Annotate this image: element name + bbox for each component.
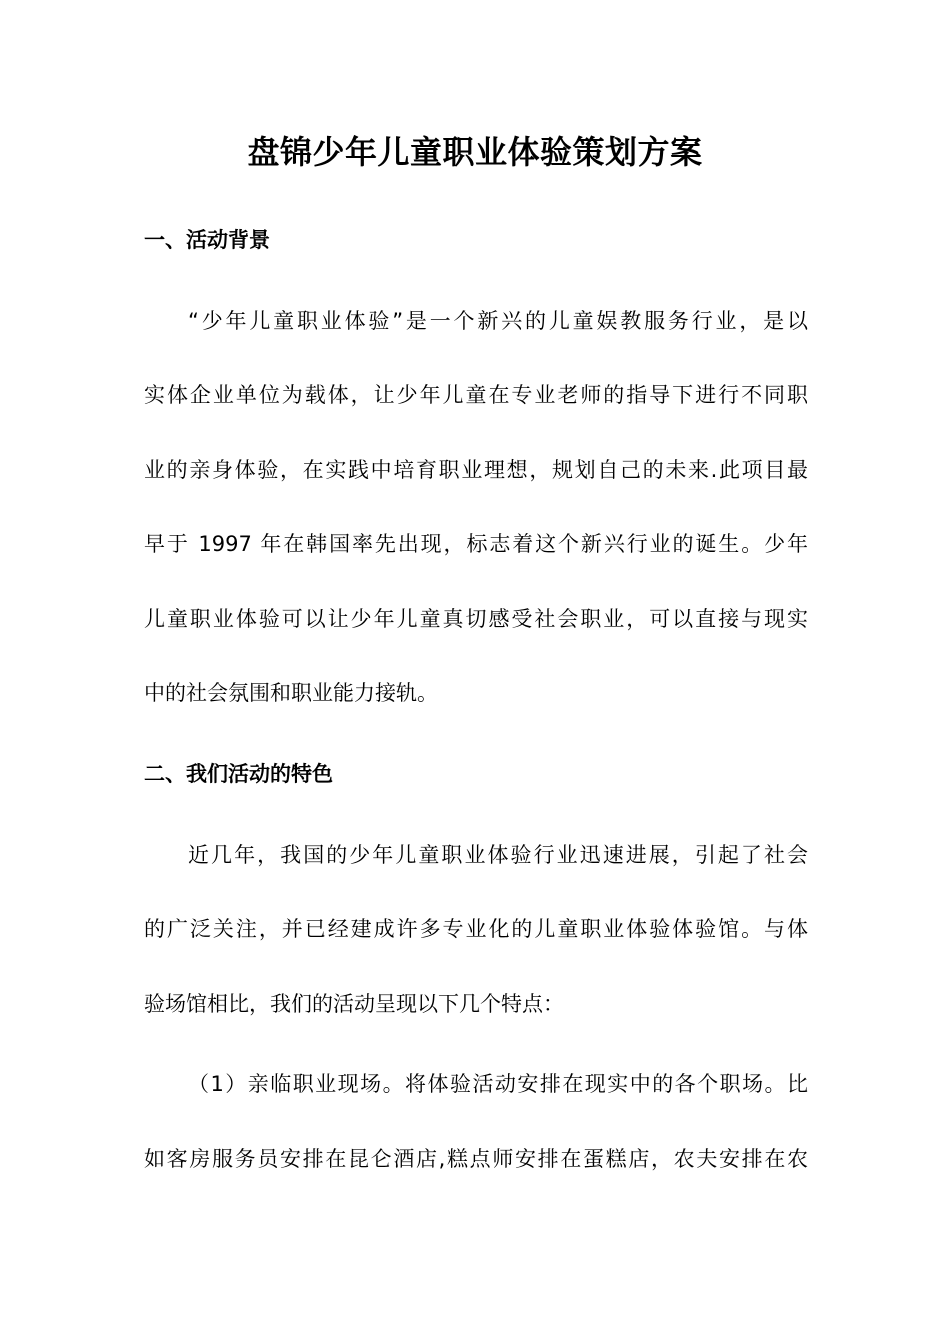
paragraph-line: 早于 1997 年在韩国率先出现，标志着这个新兴行业的诞生。少年 bbox=[144, 532, 808, 556]
paragraph-line: 儿童职业体验可以让少年儿童真切感受社会职业，可以直接与现实 bbox=[144, 607, 808, 631]
paragraph-line: “少年儿童职业体验”是一个新兴的儿童娱教服务行业，是以 bbox=[188, 309, 808, 333]
paragraph-line: 实体企业单位为载体，让少年儿童在专业老师的指导下进行不同职 bbox=[144, 383, 808, 407]
paragraph-line: 业的亲身体验，在实践中培育职业理想，规划自己的未来.此项目最 bbox=[144, 458, 808, 482]
paragraph-line: （1）亲临职业现场。将体验活动安排在现实中的各个职场。比 bbox=[188, 1072, 808, 1096]
document-title: 盘锦少年儿童职业体验策划方案 bbox=[247, 133, 703, 171]
paragraph-line: 中的社会氛围和职业能力接轨。 bbox=[144, 681, 438, 705]
section-heading-features: 二、我们活动的特色 bbox=[144, 762, 333, 786]
paragraph-line: 近几年，我国的少年儿童职业体验行业迅速进展，引起了社会 bbox=[188, 843, 808, 867]
paragraph-line: 验场馆相比，我们的活动呈现以下几个特点： bbox=[144, 992, 564, 1016]
section-heading-background: 一、活动背景 bbox=[144, 228, 270, 252]
paragraph-line: 如客房服务员安排在昆仑酒店,糕点师安排在蛋糕店，农夫安排在农 bbox=[144, 1147, 808, 1171]
paragraph-line: 的广泛关注，并已经建成许多专业化的儿童职业体验体验馆。与体 bbox=[144, 917, 808, 941]
